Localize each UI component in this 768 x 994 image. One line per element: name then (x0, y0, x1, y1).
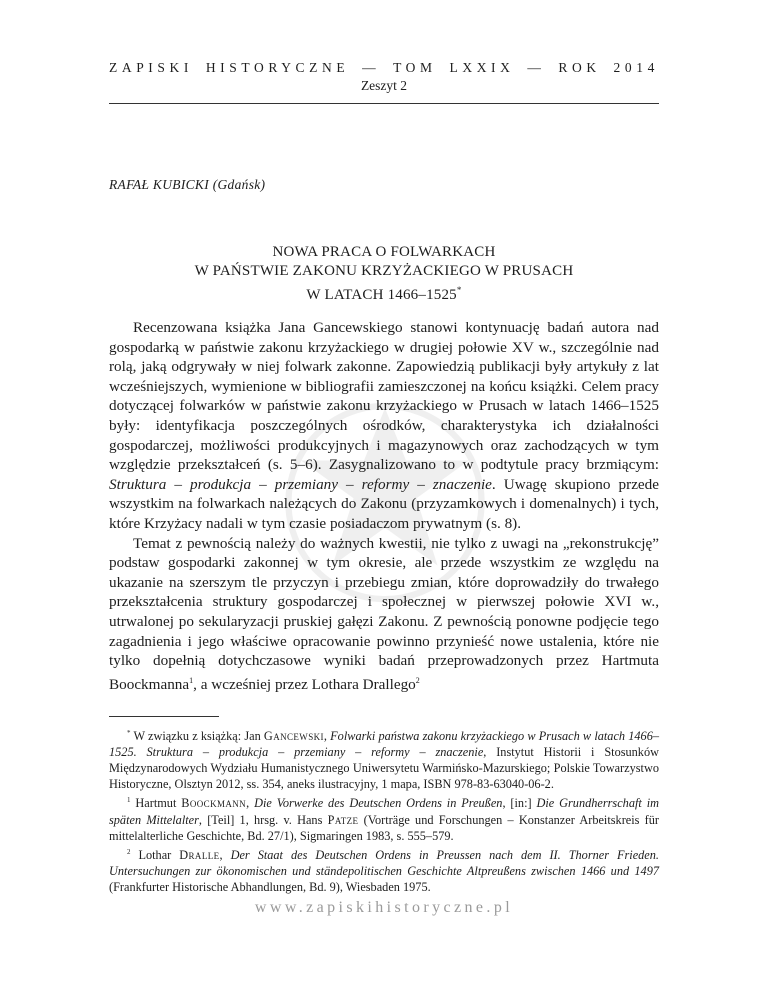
body-italic-span: Struktura – produkcja – przemiany – reformy – znaczenie (109, 475, 492, 493)
journal-website-link[interactable]: www.zapiskihistoryczne.pl (254, 899, 514, 916)
footnote-text: , (246, 796, 255, 811)
footnotes (109, 725, 659, 895)
body-paragraph (109, 318, 659, 534)
title-line-last (109, 281, 659, 305)
journal-word: TOM (393, 60, 437, 75)
footnote-mark: * (127, 729, 131, 737)
journal-header (109, 60, 659, 94)
footnote-mark: 2 (127, 847, 131, 856)
body-text-span: Temat z pewnością należy do ważnych kwestii, nie tylko z uwagi na „rekonstrukcję” podstaw gospodarki zakonnej w tym okresie, ale przede wszystkim ze względu na ukazanie na szerszym tle przyczyn i przebiegu zmian, które doprowadziły do trwałego przekształcenia struktury gospodarczej i społecznej w pierwszej połowie XVI w., utrwalonej po sekularyzacji pruskiej gałęzi Zakonu. Z pewnością ponowne podjęcie tego zagadnienia i jego właściwe opracowanie powinno przynieść nowe ustalenia, które nie tylko dopełnią dotychczasowe wyniki badań przeprowadzonych przez Hartmuta Boockmanna (109, 534, 659, 693)
journal-title (109, 60, 659, 76)
footnote-2 (109, 844, 659, 895)
article-title (109, 243, 659, 305)
journal-word: HISTORYCZNE (205, 60, 350, 75)
journal-word: LXXIX (449, 60, 515, 75)
journal-word: ZAPISKI (109, 60, 193, 75)
footnote-text: , [Teil] 1, hrsg. v. Hans (198, 812, 328, 827)
footnote-author-name: Boockmann (181, 796, 247, 811)
journal-word: — (362, 60, 381, 75)
footnote-text: (Vorträge und Forschungen – Konstanzer Arbeitskreis für mittelalterliche Geschichte, Bd. 27/1), Sigmaringen 1983, s. 555–579. (109, 812, 659, 843)
footnote-text: , (219, 847, 231, 862)
body-text-span: , a wcześniej przez Lothara Drallego (193, 675, 416, 693)
title-line: W LATACH 1466–1525 (306, 287, 457, 303)
footnote-mark: 1 (127, 796, 131, 805)
body-paragraph (109, 534, 659, 695)
article-body (109, 318, 659, 694)
title-footnote-mark[interactable]: * (456, 285, 462, 295)
journal-word: — (527, 60, 546, 75)
footnote-star (109, 725, 659, 792)
footnote-italic: Folwarki państwa zakonu krzyżackiego w Prusach w latach 1466–1525. Struktura – produkcja – przemiany – reformy – znaczenie (109, 729, 659, 760)
footnote-author-name: Dralle (179, 847, 220, 862)
body-text-span: Recenzowana książka Jana Gancewskiego stanowi kontynuację badań autora nad gospodarką w państwie zakonu krzyżackiego w drugiej połowie XV w., szczególnie nad rolą, jaką odgrywały w niej folwark zakonne. Zapowiedzią publikacji były artykuły z lat wcześniejszych, wymienione w bibliografii zamieszczonej na końcu książki. Celem pracy dotyczącej folwarków w państwie zakonu krzyżackiego w Prusach w latach 1466–1525 były: identyfikacja poszczególnych ośrodków, charakterystyka ich działalności gospodarczej, możliwości produkcyjnych i magazynowych oraz zachodzących w tym względzie przekształceń (s. 5–6). Zasygnalizowano to w podtytule pracy brzmiącym: (109, 319, 659, 474)
header-divider (109, 103, 659, 104)
footnote-italic: Der Staat des Deutschen Ordens in Preussen nach dem II. Thorner Frieden. Untersuchungen zur ökonomischen und ständepolitischen Geschichte Altpreußens zwischen 1466 und 1497 (109, 847, 659, 879)
author-line: RAFAŁ KUBICKI (Gdańsk) (109, 177, 266, 192)
footnote-text: , [in:] (502, 796, 537, 811)
title-line: NOWA PRACA O FOLWARKACH (272, 244, 496, 260)
issue-number: Zeszyt 2 (360, 78, 408, 93)
footnote-author-name: Patze (327, 812, 359, 827)
journal-word: ROK (558, 60, 601, 75)
footnote-italic: Die Grundherrschaft im späten Mittelalter (109, 796, 659, 827)
footnote-text: , Instytut Historii i Stosunków Międzynarodowych Wydziału Humanistycznego Uniwersytetu Warmińsko-Mazurskiego; Polskie Towarzystwo Historyczne, Olsztyn 2012, ss. 354, aneks ilustracyjny, 1 mapa, ISBN 978-83-63040-06-2. (109, 745, 659, 792)
title-line: W PAŃSTWIE ZAKONU KRZYŻACKIEGO W PRUSACH (194, 263, 574, 279)
journal-word: 2014 (613, 60, 659, 75)
footnote-italic: Die Vorwerke des Deutschen Ordens in Preußen (254, 796, 503, 811)
footnote-author-name: Gancewski (263, 729, 324, 744)
footnote-1 (109, 792, 659, 843)
footnote-text: , (323, 729, 331, 744)
body-text-span: . Uwagę skupiono przede wszystkim na folwarkach należących do Zakonu (przyzamkowych i domenalnych) i tych, które Krzyżacy nadali w tym czasie posiadaczom prywatnym (s. 8). (109, 475, 660, 532)
footnote-ref[interactable]: 2 (415, 675, 420, 685)
footnote-text: Hartmut (130, 796, 182, 811)
footnote-text: (Frankfurter Historische Abhandlungen, Bd. 9), Wiesbaden 1975. (109, 880, 431, 895)
footnote-ref[interactable]: 1 (189, 675, 194, 685)
footnote-text: Lothar (130, 847, 180, 862)
footnote-text: W związku z książką: Jan (130, 729, 264, 744)
footnote-divider (109, 716, 219, 717)
